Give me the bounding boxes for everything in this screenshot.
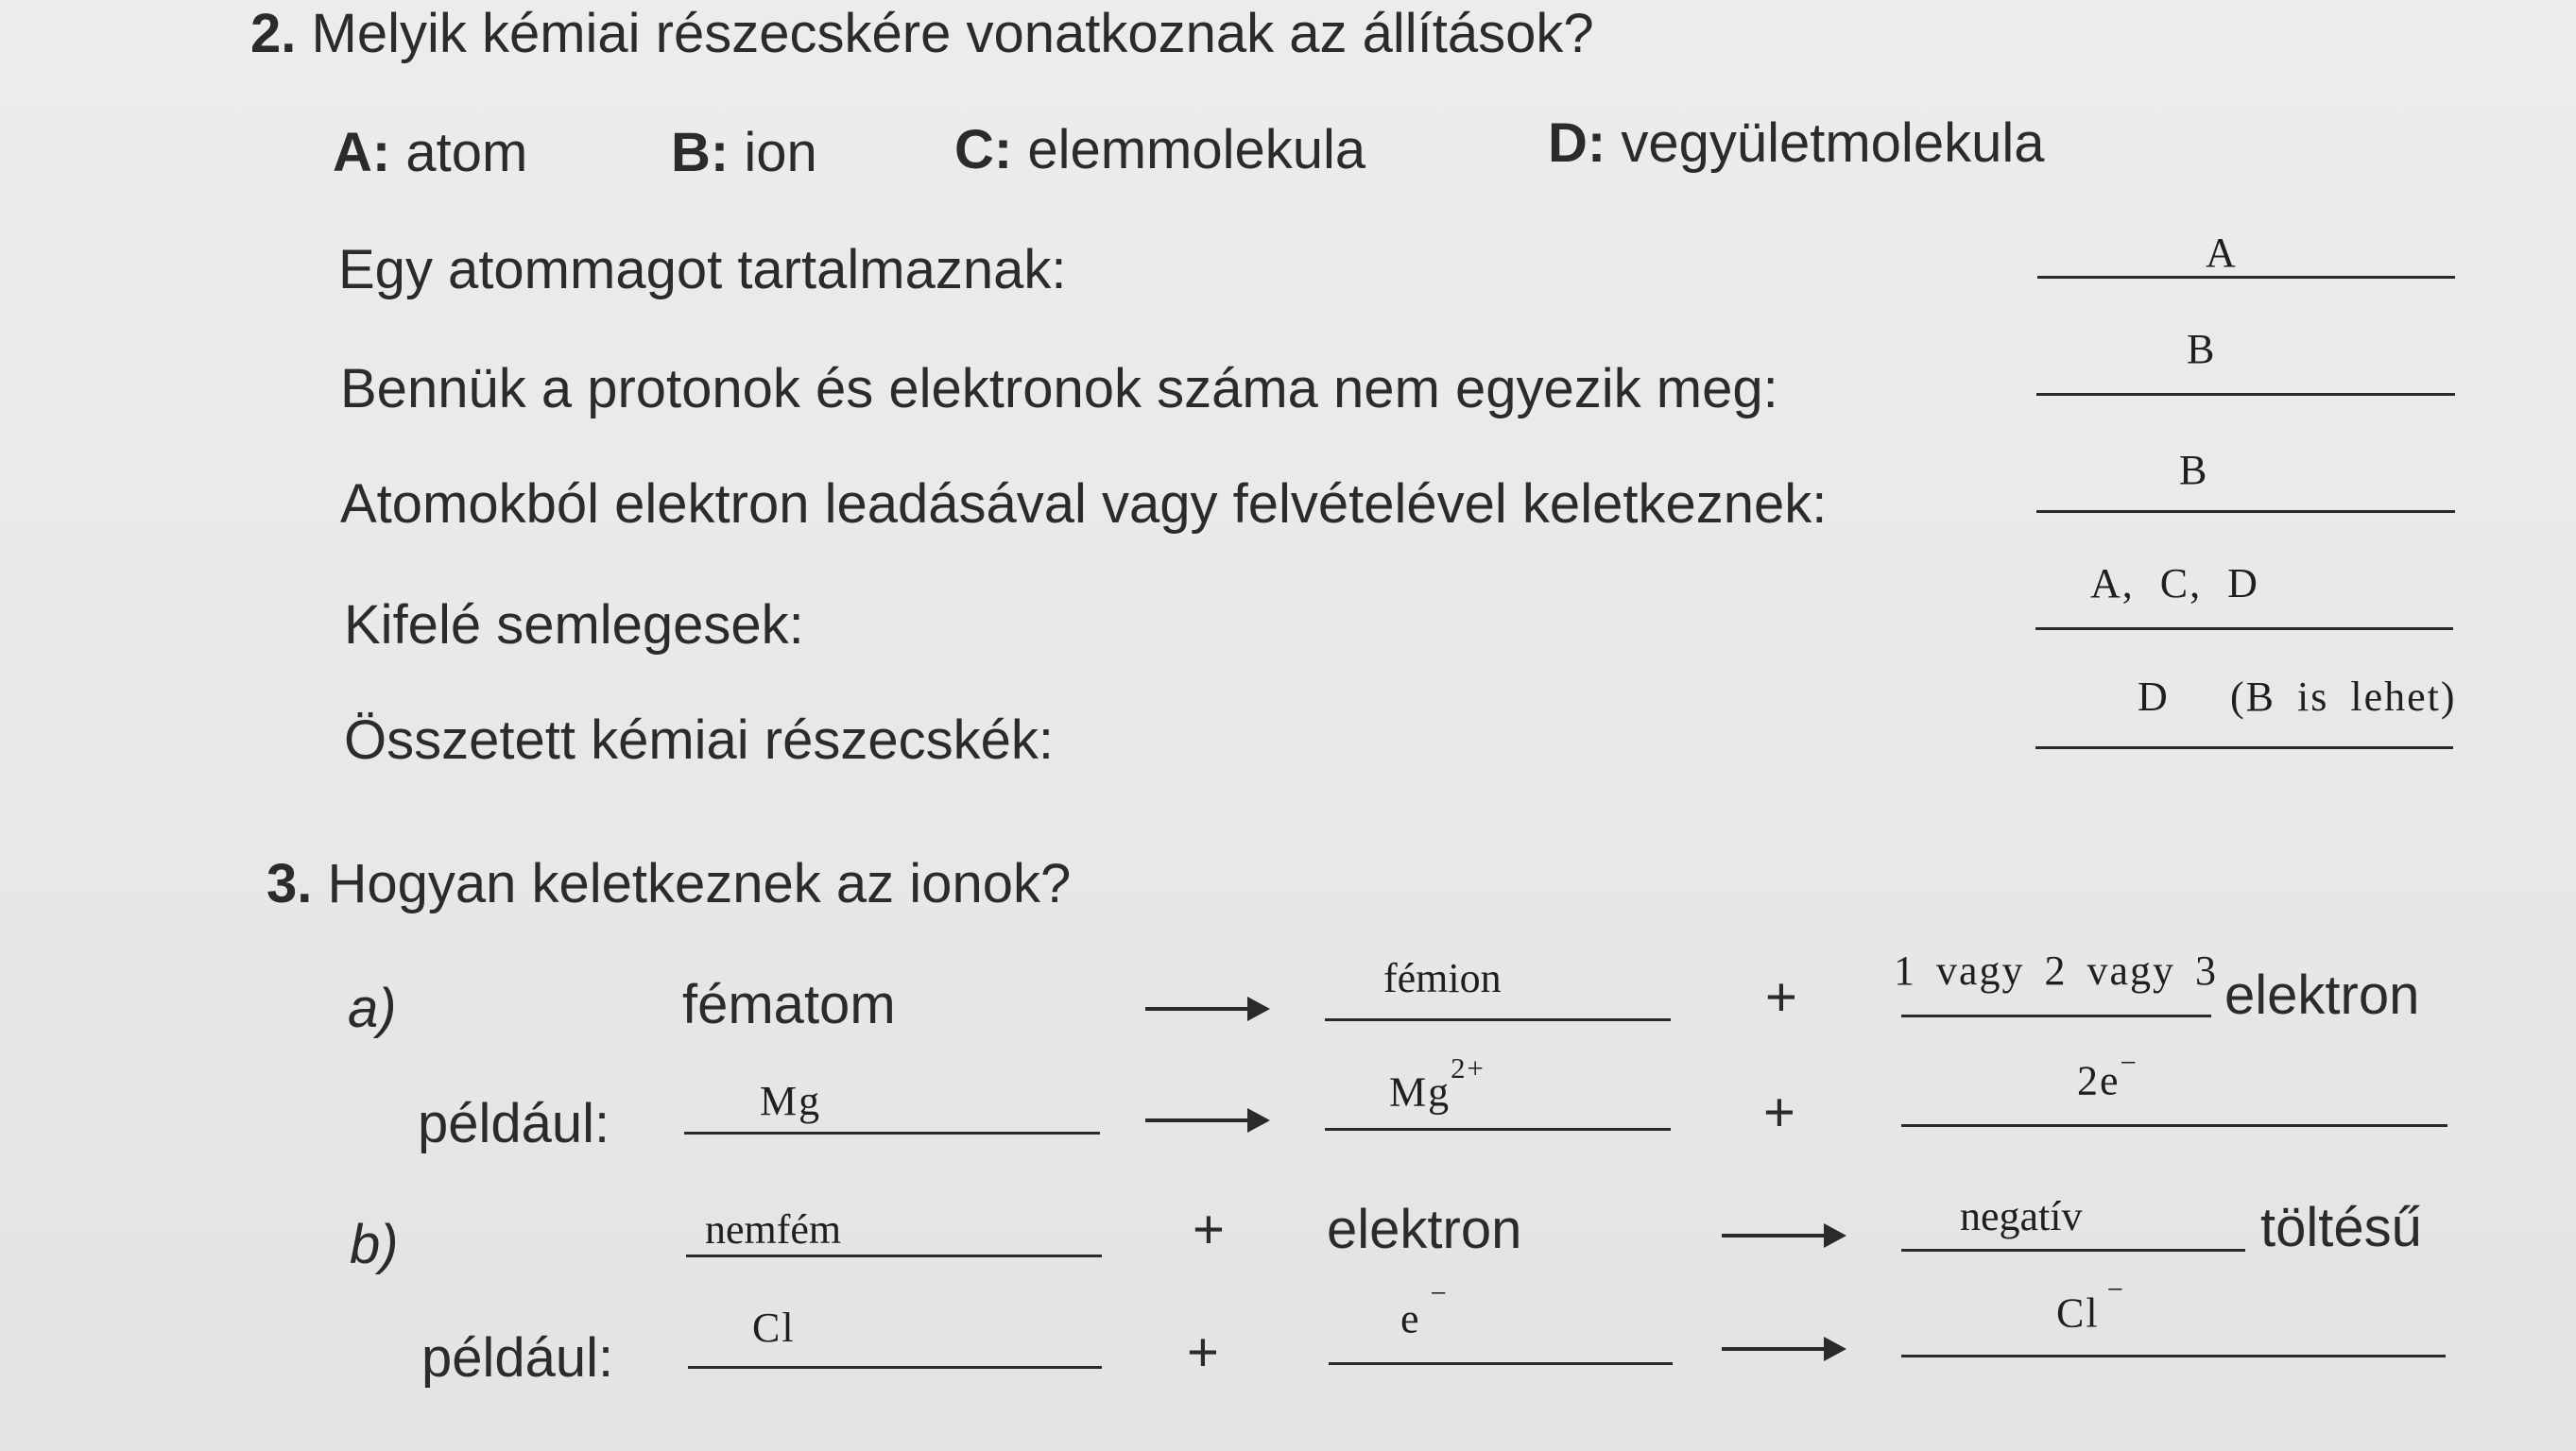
q2-statement-3: Atomokból elektron leadásával vagy felvételével keletkeznek: bbox=[340, 473, 1828, 535]
q3b-ex-product-line bbox=[1901, 1355, 2446, 1357]
q3b-arrow bbox=[1722, 1234, 1843, 1238]
option-b-key: B: bbox=[671, 122, 730, 183]
q2-statement-2: Bennük a protonok és elektronok száma nem egyezik meg: bbox=[340, 358, 1778, 419]
q2-statement-1: Egy atommagot tartalmaznak: bbox=[338, 239, 1067, 300]
q3a-ex-electrons-charge: − bbox=[2120, 1047, 2138, 1079]
q3a-ex-electrons bbox=[2077, 1047, 2138, 1105]
q3a-product-answer: fémion bbox=[1383, 955, 1502, 1001]
q3b-ex-product bbox=[2056, 1273, 2125, 1338]
q3a-ex-reactant-line bbox=[684, 1132, 1100, 1135]
option-a bbox=[333, 121, 527, 184]
q3b-reactant-line bbox=[686, 1255, 1102, 1257]
q3a-ex-product-symbol: Mg bbox=[1389, 1068, 1451, 1116]
option-c-key: C: bbox=[954, 119, 1013, 180]
q3-title bbox=[266, 852, 1071, 915]
q3b-reactant-answer: nemfém bbox=[705, 1206, 842, 1253]
q2-statement-5: Összetett kémiai részecskék: bbox=[344, 709, 1054, 771]
q2-answer-line-4 bbox=[2035, 627, 2453, 630]
option-a-text: atom bbox=[405, 122, 528, 183]
q2-answer-4: A, C, D bbox=[2090, 560, 2259, 606]
q3a-ex-plus: + bbox=[1763, 1082, 1795, 1143]
q3-number: 3. bbox=[266, 853, 313, 914]
q3a-plus: + bbox=[1765, 966, 1797, 1028]
q3b-ex-electron-charge: − bbox=[1430, 1277, 1449, 1309]
q3a-label: a) bbox=[348, 978, 397, 1039]
q3b-electron: elektron bbox=[1327, 1199, 1522, 1260]
q3a-suffix: elektron bbox=[2224, 964, 2420, 1026]
q3a-ex-product-line bbox=[1325, 1128, 1671, 1131]
option-b-text: ion bbox=[744, 122, 817, 183]
q3-title-text: Hogyan keletkeznek az ionok? bbox=[327, 853, 1072, 914]
q3a-ex-product-charge: 2+ bbox=[1451, 1052, 1485, 1084]
q2-answer-5: D bbox=[2138, 674, 2170, 720]
q3a-example-label: például: bbox=[418, 1093, 610, 1154]
option-d-key: D: bbox=[1548, 112, 1606, 174]
option-a-key: A: bbox=[333, 122, 391, 183]
q2-title-text: Melyik kémiai részecskére vonatkoznak az állítások? bbox=[311, 3, 1594, 64]
q3a-ex-electrons-value: 2e bbox=[2077, 1057, 2121, 1104]
q3b-example-label: például: bbox=[421, 1327, 614, 1389]
q3b-product-line bbox=[1901, 1249, 2245, 1252]
q2-answer-line-5 bbox=[2035, 746, 2453, 749]
q2-statement-4: Kifelé semlegesek: bbox=[344, 594, 804, 656]
q2-number: 2. bbox=[250, 3, 297, 64]
q3b-ex-electron-line bbox=[1329, 1362, 1673, 1365]
q2-answer-2: B bbox=[2187, 326, 2217, 372]
q3b-ex-product-charge: − bbox=[2106, 1273, 2125, 1306]
q3a-ex-electrons-line bbox=[1901, 1124, 2447, 1127]
q3a-count-answer: 1 vagy 2 vagy 3 bbox=[1894, 947, 2219, 994]
q2-answer-3: B bbox=[2179, 447, 2209, 493]
q3b-ex-electron bbox=[1400, 1277, 1449, 1343]
q3b-ex-reactant-line bbox=[688, 1366, 1102, 1369]
q2-answer-line-2 bbox=[2036, 393, 2455, 396]
q3b-ex-electron-symbol: e bbox=[1400, 1295, 1421, 1342]
q3a-product-line bbox=[1325, 1018, 1671, 1021]
option-c-text: elemmolekula bbox=[1027, 119, 1366, 180]
q3a-count-line bbox=[1901, 1015, 2211, 1017]
option-d bbox=[1548, 111, 2044, 175]
q2-answer-5-note: (B is lehet) bbox=[2230, 674, 2457, 720]
q2-title bbox=[250, 2, 1594, 65]
q3b-ex-product-symbol: Cl bbox=[2056, 1289, 2100, 1337]
q3a-ex-arrow bbox=[1145, 1118, 1266, 1122]
q3b-ex-arrow bbox=[1722, 1347, 1843, 1351]
q3a-reactant: fématom bbox=[682, 974, 896, 1035]
q3b-ex-plus: + bbox=[1187, 1322, 1219, 1383]
q3a-ex-reactant: Mg bbox=[760, 1078, 822, 1124]
option-b bbox=[671, 121, 817, 184]
option-d-text: vegyületmolekula bbox=[1621, 112, 2045, 174]
q3a-arrow bbox=[1145, 1007, 1266, 1011]
q2-answer-line-3 bbox=[2036, 510, 2455, 513]
q3b-suffix: töltésű bbox=[2260, 1197, 2422, 1258]
q3a-ex-product bbox=[1389, 1052, 1485, 1117]
option-c bbox=[954, 118, 1365, 181]
q3b-label: b) bbox=[350, 1214, 399, 1275]
q3b-plus: + bbox=[1193, 1199, 1225, 1260]
q2-answer-line-1 bbox=[2037, 276, 2455, 279]
q3b-product-answer: negatív bbox=[1960, 1193, 2083, 1239]
q2-answer-1: A bbox=[2206, 230, 2238, 276]
q3b-ex-reactant: Cl bbox=[752, 1305, 796, 1351]
